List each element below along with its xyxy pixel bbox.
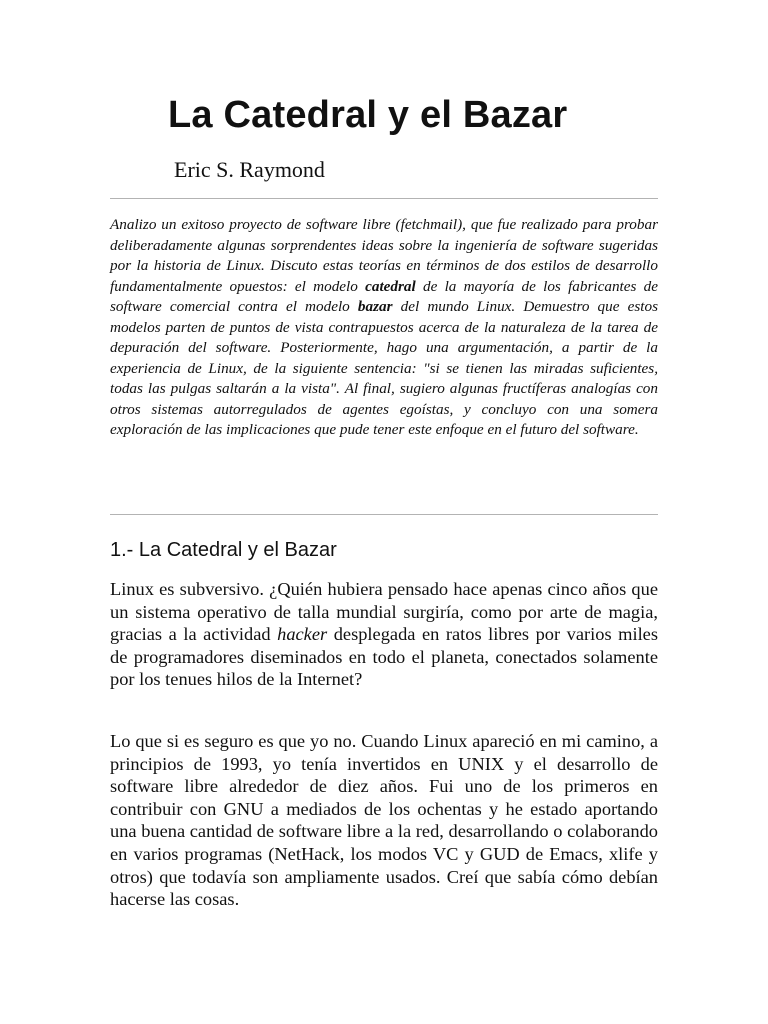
- document-title: La Catedral y el Bazar: [168, 94, 568, 136]
- paragraph-1-text-2: desplegada en ratos libres por varios miles de programadores diseminados en todo el planeta, conectados solamente por los tenues hilos de la Internet?: [110, 624, 658, 690]
- abstract: [110, 215, 658, 441]
- abstract-text-2: de la mayoría de los fabricantes de software comercial contra el modelo: [110, 277, 659, 315]
- body-paragraph-1: [110, 578, 658, 691]
- abstract-text-1: Analizo un exitoso proyecto de software libre (fetchmail), que fue realizado para probar deliberadamente algunas sorprendentes ideas sobre la ingeniería de software sugeridas por la historia de Linux. Discuto estas teorías en términos de dos estilos de desarrollo fundamentalmente opuestos: el modelo: [110, 216, 658, 295]
- top-divider: [110, 198, 658, 199]
- abstract-emphasis-catedral: catedral: [365, 277, 416, 295]
- abstract-divider: [110, 514, 658, 515]
- paragraph-1-emphasis-hacker: hacker: [277, 624, 328, 645]
- body-paragraph-2: Lo que si es seguro es que yo no. Cuando Linux apareció en mi camino, a principios de 1993, yo tenía invertidos en UNIX y el desarrollo de software libre alrededor de diez años. Fui uno de los primeros en contribuir con GNU a mediados de los ochentas y he estado aportando una buena cantidad de software libre a la red, desarrollando o colaborando en varios programas (NetHack, los modos VC y GUD de Emacs, xlife y otros) que todavía son ampliamente usados. Creí que sabía cómo debían hacerse las cosas.: [110, 731, 658, 910]
- paragraph-1-text-1: Linux es subversivo. ¿Quién hubiera pensado hace apenas cinco años que un sistema operativo de talla mundial surgiría, como por arte de magia, gracias a la actividad: [110, 579, 658, 645]
- author-name: Eric S. Raymond: [174, 157, 325, 182]
- abstract-text-3: del mundo Linux. Demuestro que estos modelos parten de puntos de vista contrapuestos acerca de la naturaleza de la tarea de depuración del software. Posteriormente, hago una argumentación, a partir de la experiencia de Linux, de la siguiente sentencia: "si se tienen las miradas suficientes, todas las pulgas saltarán a la vista". Al final, sugiero algunas fructíferas analogías con otros sistemas autorregulados de agentes egoístas, y concluyo con una somera exploración de las implicaciones que pude tener este enfoque en el futuro del software.: [110, 298, 658, 438]
- section-heading: 1.- La Catedral y el Bazar: [110, 539, 337, 561]
- abstract-emphasis-bazar: bazar: [357, 298, 393, 315]
